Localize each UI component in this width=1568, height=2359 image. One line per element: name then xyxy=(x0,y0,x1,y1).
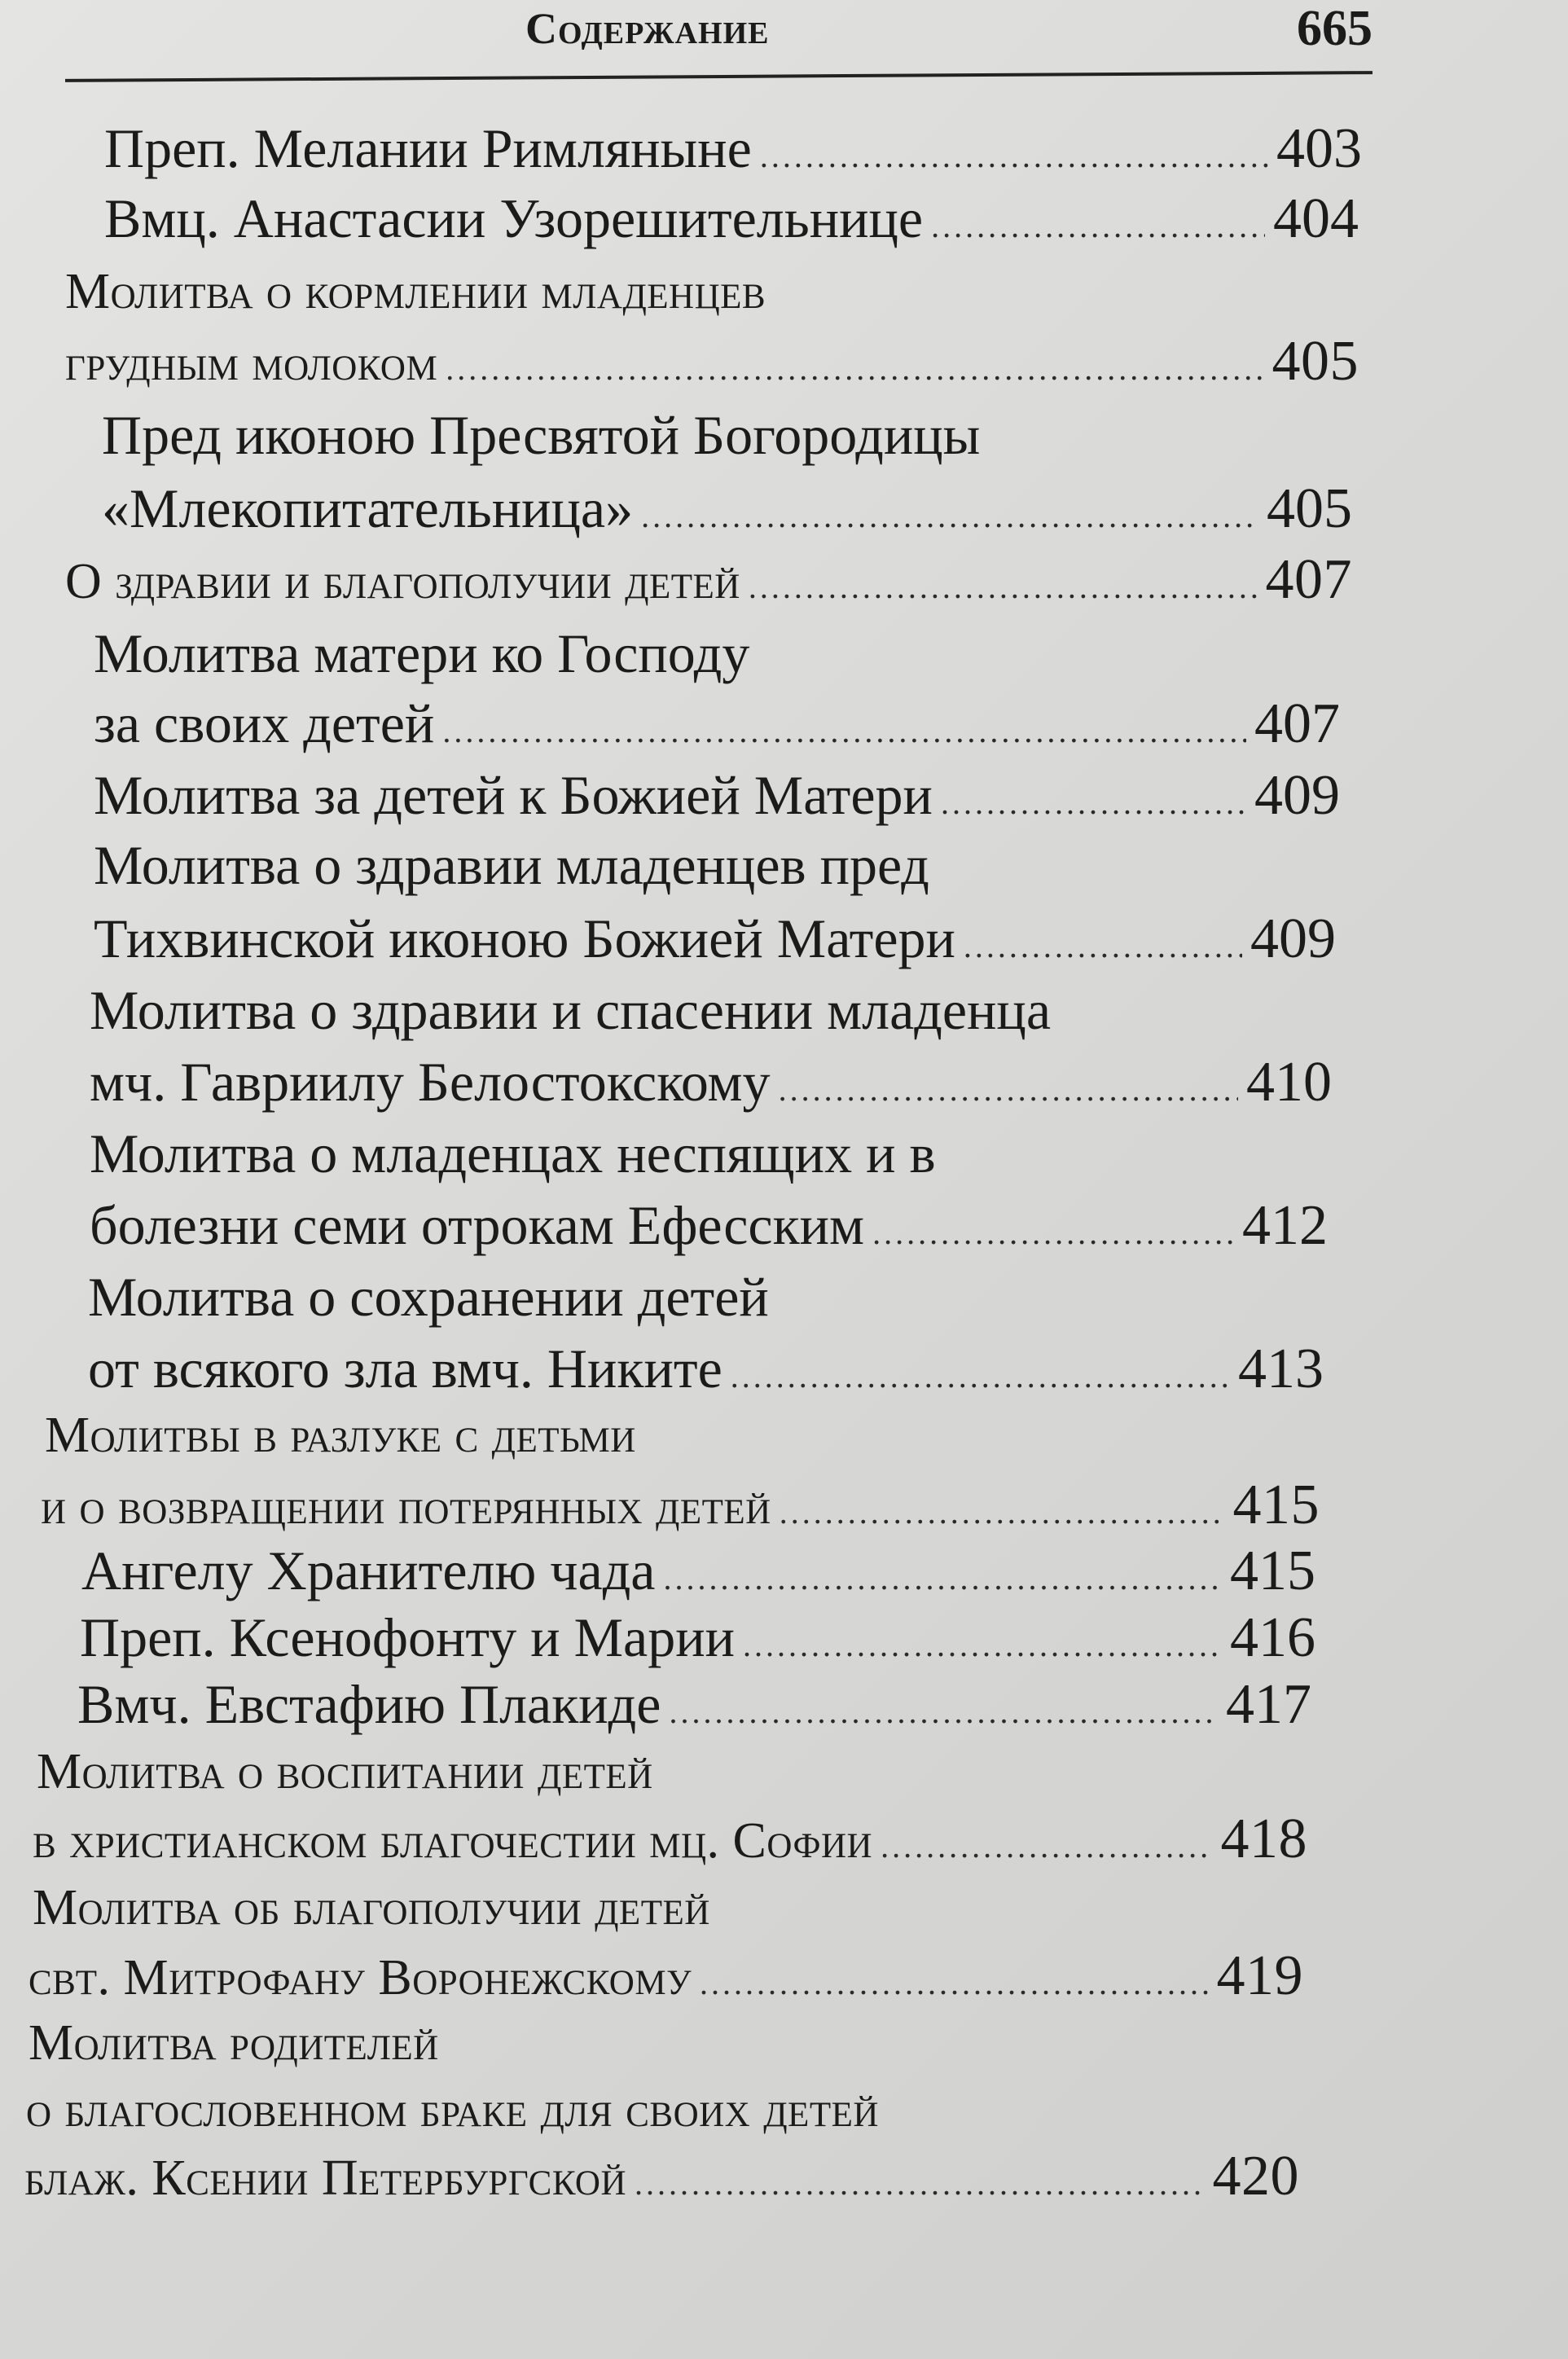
toc-entry xyxy=(104,116,1362,181)
toc-entry-title: Вмч. Евстафию Плакиде xyxy=(77,1673,661,1735)
toc-entry xyxy=(33,1875,965,1940)
toc-entry-title: грудным молоком xyxy=(65,336,438,391)
toc-entry-title: блаж. Ксении Петербургской xyxy=(24,2150,627,2206)
toc-entry xyxy=(33,1807,1307,1872)
toc-entry xyxy=(102,476,1352,541)
toc-entry xyxy=(94,621,904,686)
toc-entry-title: Молитва о кормлении младенцев xyxy=(65,264,766,319)
toc-entry-page: 407 xyxy=(1254,692,1340,755)
toc-entry-page: 415 xyxy=(1230,1540,1315,1602)
dot-leader xyxy=(641,484,1258,549)
toc-entry-title: О здравии и благополучии детей xyxy=(65,554,740,609)
toc-entry xyxy=(29,1944,1303,2009)
toc-entry xyxy=(94,906,1336,971)
toc-entry xyxy=(24,2144,1299,2209)
dot-leader xyxy=(780,1480,1225,1545)
toc-entry-page: 415 xyxy=(1232,1474,1320,1536)
toc-entry-title: от всякого зла вмч. Никите xyxy=(88,1338,723,1399)
toc-entry-page: 403 xyxy=(1276,117,1362,180)
toc-entry xyxy=(102,402,1189,468)
toc-entry xyxy=(90,977,1258,1043)
toc-entry xyxy=(80,1605,1315,1670)
toc-entry-page: 410 xyxy=(1246,1051,1332,1114)
toc-entry-title: Вмц. Анастасии Узорешительнице xyxy=(104,187,924,249)
dot-leader xyxy=(881,1814,1212,1879)
toc-entry-title: и о возвращении потерянных детей xyxy=(41,1479,771,1535)
toc-entry-page: 416 xyxy=(1230,1606,1315,1669)
toc-entry-page: 407 xyxy=(1265,548,1352,611)
toc-entry-title: Молитва родителей xyxy=(29,2015,439,2071)
toc-entry xyxy=(65,259,1034,324)
dot-leader xyxy=(446,336,1263,402)
toc-entry-page: 409 xyxy=(1254,764,1340,827)
dot-leader xyxy=(931,194,1265,259)
toc-entry xyxy=(94,762,1340,828)
dot-leader xyxy=(779,1057,1238,1122)
page-number: 665 xyxy=(1297,1,1373,56)
toc-entry xyxy=(65,547,1352,613)
dot-leader xyxy=(749,555,1258,620)
toc-entry-title: «Млекопитательница» xyxy=(102,477,634,539)
toc-entry-title: Молитва о здравии и спасении младенца xyxy=(90,979,1052,1041)
dot-leader xyxy=(442,699,1246,764)
toc-entry-title: в христианском благочестии мц. Софии xyxy=(33,1813,873,1869)
dot-leader xyxy=(669,1680,1218,1745)
toc-entry xyxy=(45,1403,863,1468)
dot-leader xyxy=(663,1546,1222,1611)
dot-leader xyxy=(700,1951,1208,2016)
toc-entry-title: мч. Гавриилу Белостокскому xyxy=(90,1051,771,1113)
toc-entry-title: Молитвы в разлуке с детьми xyxy=(45,1408,636,1463)
toc-entry-title: Молитва об благополучии детей xyxy=(33,1880,710,1935)
dot-leader xyxy=(760,124,1268,189)
toc-entry xyxy=(90,1121,1116,1186)
toc-entry-title: за своих детей xyxy=(94,692,435,754)
toc-entry-page: 409 xyxy=(1250,907,1336,970)
toc-entry-title: Молитва о младенцах неспящих и в xyxy=(90,1122,936,1184)
toc-entry-page: 420 xyxy=(1212,2145,1299,2207)
toc-entry xyxy=(65,329,1359,394)
running-header-title: Содержание xyxy=(525,4,770,53)
toc-entry xyxy=(104,186,1359,251)
toc-entry-title: Пред иконою Пресвятой Богородицы xyxy=(102,404,981,466)
toc-entry-title: Молитва о здравии младенцев пред xyxy=(94,834,929,896)
toc-entry xyxy=(41,1473,1320,1538)
toc-entry xyxy=(81,1538,1315,1603)
dot-leader xyxy=(941,771,1246,836)
toc-entry xyxy=(90,1049,1332,1114)
dot-leader xyxy=(872,1201,1234,1266)
dot-leader xyxy=(635,2151,1204,2216)
toc-entry-page: 413 xyxy=(1238,1338,1324,1400)
toc-entry-page: 405 xyxy=(1272,330,1359,393)
toc-entry-page: 412 xyxy=(1242,1194,1328,1257)
toc-entry xyxy=(88,1264,908,1329)
toc-entry-title: Молитва за детей к Божией Матери xyxy=(94,764,933,826)
toc-entry xyxy=(94,832,1116,898)
toc-entry-page: 417 xyxy=(1226,1673,1311,1736)
toc-entry-page: 405 xyxy=(1267,477,1352,540)
toc-entry-title: Молитва о сохранении детей xyxy=(88,1266,769,1328)
toc-entry xyxy=(94,691,1340,756)
toc-entry-title: Ангелу Хранителю чада xyxy=(81,1540,656,1601)
toc-entry xyxy=(77,1672,1311,1737)
toc-entry-title: о благословенном браке для своих детей xyxy=(26,2082,879,2137)
dot-leader xyxy=(964,914,1242,979)
toc-entry xyxy=(37,1739,872,1804)
toc-entry-page: 419 xyxy=(1216,1944,1303,2007)
toc-entry-page: 418 xyxy=(1220,1808,1307,1870)
toc-entry xyxy=(88,1336,1324,1401)
dot-leader xyxy=(743,1613,1222,1678)
toc-entry xyxy=(26,2077,1181,2142)
toc-entry-title: Преп. Ксенофонту и Марии xyxy=(80,1606,736,1668)
dot-leader xyxy=(731,1344,1230,1409)
toc-entry-title: Преп. Мелании Римляныне xyxy=(104,117,752,179)
toc-entry-title: свт. Митрофану Воронежскому xyxy=(29,1950,692,2005)
toc-entry-title: Тихвинской иконою Божией Матери xyxy=(94,907,955,969)
toc-entry-page: 404 xyxy=(1273,187,1359,250)
toc-entry xyxy=(29,2010,595,2076)
toc-entry xyxy=(90,1193,1328,1258)
toc-entry-title: Молитва о воспитании детей xyxy=(37,1744,653,1799)
toc-entry-title: Молитва матери ко Господу xyxy=(94,622,750,684)
toc-entry-title: болезни семи отрокам Ефесским xyxy=(90,1194,865,1256)
